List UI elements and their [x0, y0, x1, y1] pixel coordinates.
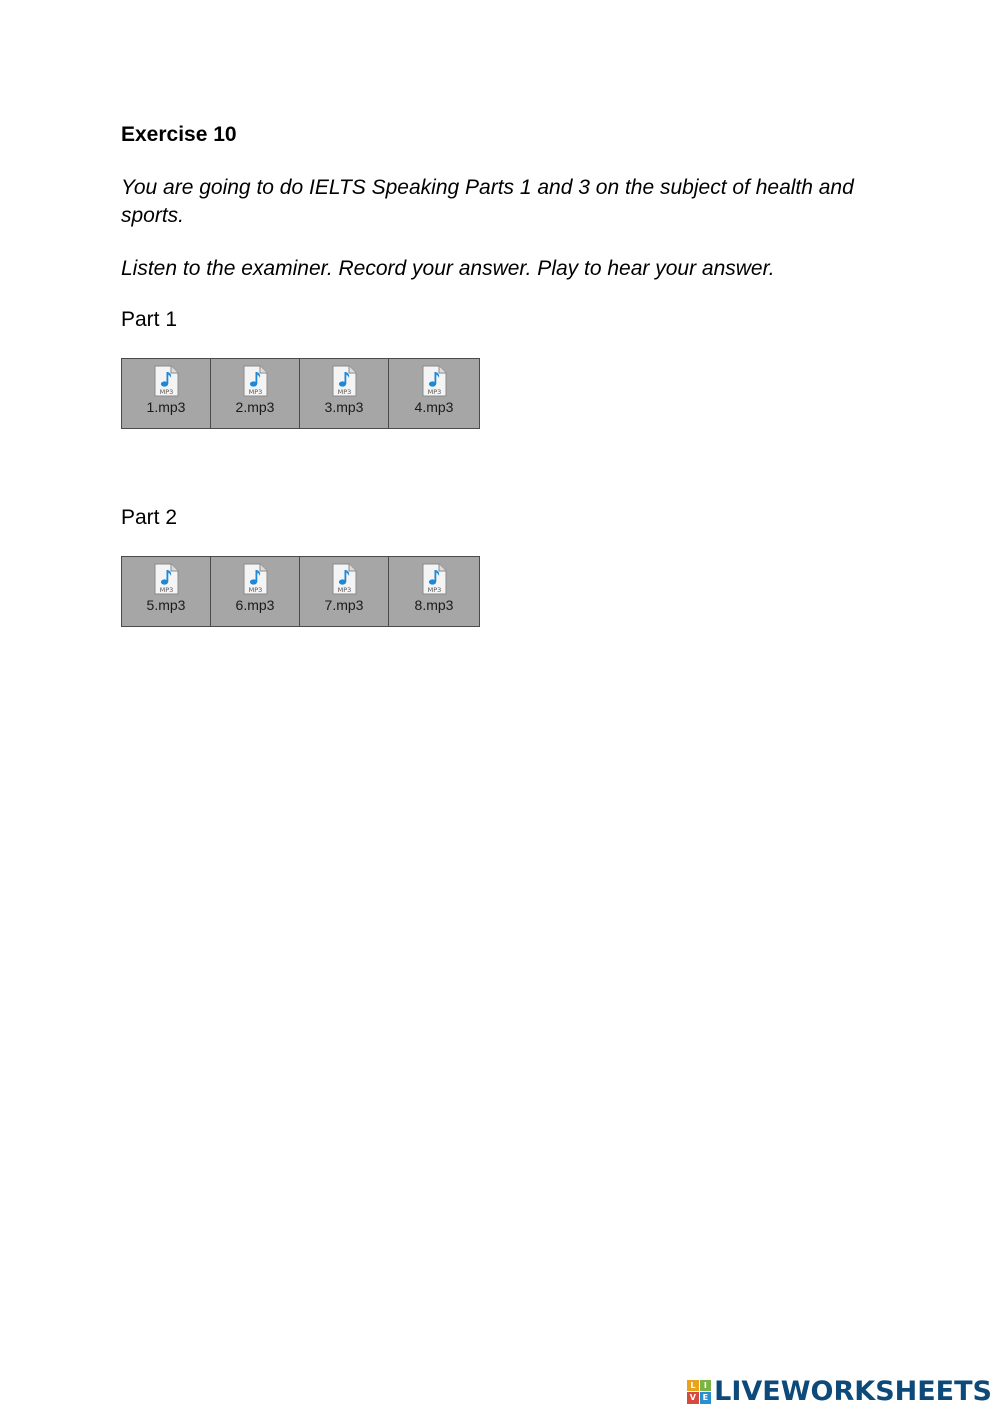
mp3-icon-label: MP3 [427, 586, 442, 594]
brand-mark-letter: I [700, 1380, 712, 1392]
audio-file-name: 3.mp3 [324, 399, 364, 415]
mp3-file-icon [329, 365, 359, 397]
instruction-text-listen: Listen to the examiner. Record your answer. Play to hear your answer. [121, 257, 775, 280]
mp3-icon-label: MP3 [337, 586, 352, 594]
mp3-icon-label: MP3 [159, 586, 174, 594]
mp3-file-icon [419, 563, 449, 595]
mp3-file-icon [240, 365, 270, 397]
mp3-icon-label: MP3 [248, 586, 263, 594]
mp3-icon-label: MP3 [159, 388, 174, 396]
section-label-part-1: Part 1 [121, 308, 178, 331]
mp3-file-icon [151, 365, 181, 397]
audio-file-7-mp3[interactable] [300, 557, 389, 626]
mp3-file-icon [419, 365, 449, 397]
section-label-part-2: Part 2 [121, 506, 178, 529]
mp3-file-icon [151, 563, 181, 595]
brand-mark-letter: L [687, 1380, 699, 1392]
audio-file-8-mp3[interactable] [389, 557, 479, 626]
mp3-icon-label: MP3 [427, 388, 442, 396]
audio-file-6-mp3[interactable] [211, 557, 300, 626]
exercise-title: Exercise 10 [121, 123, 237, 146]
liveworksheets-mark-icon [687, 1380, 711, 1404]
audio-strip-part-2 [121, 556, 480, 627]
audio-file-name: 1.mp3 [146, 399, 186, 415]
instruction-text: You are going to do IELTS Speaking Parts 1 and 3 on the subject of health and sports. [121, 176, 854, 227]
audio-file-name: 6.mp3 [235, 597, 275, 613]
audio-file-name: 5.mp3 [146, 597, 186, 613]
audio-file-name: 4.mp3 [414, 399, 454, 415]
brand-mark-letter: E [700, 1392, 712, 1404]
audio-file-name: 2.mp3 [235, 399, 275, 415]
audio-strip-part-1 [121, 358, 480, 429]
audio-file-name: 7.mp3 [324, 597, 364, 613]
audio-file-5-mp3[interactable] [122, 557, 211, 626]
mp3-file-icon [240, 563, 270, 595]
audio-file-name: 8.mp3 [414, 597, 454, 613]
audio-file-4-mp3[interactable] [389, 359, 479, 428]
mp3-file-icon [329, 563, 359, 595]
audio-file-1-mp3[interactable] [122, 359, 211, 428]
audio-file-3-mp3[interactable] [300, 359, 389, 428]
brand-mark-letter: V [687, 1392, 699, 1404]
mp3-icon-label: MP3 [248, 388, 263, 396]
audio-file-2-mp3[interactable] [211, 359, 300, 428]
mp3-icon-label: MP3 [337, 388, 352, 396]
brand-name: LIVEWORKSHEETS [714, 1376, 992, 1407]
liveworksheets-logo [687, 1376, 992, 1407]
